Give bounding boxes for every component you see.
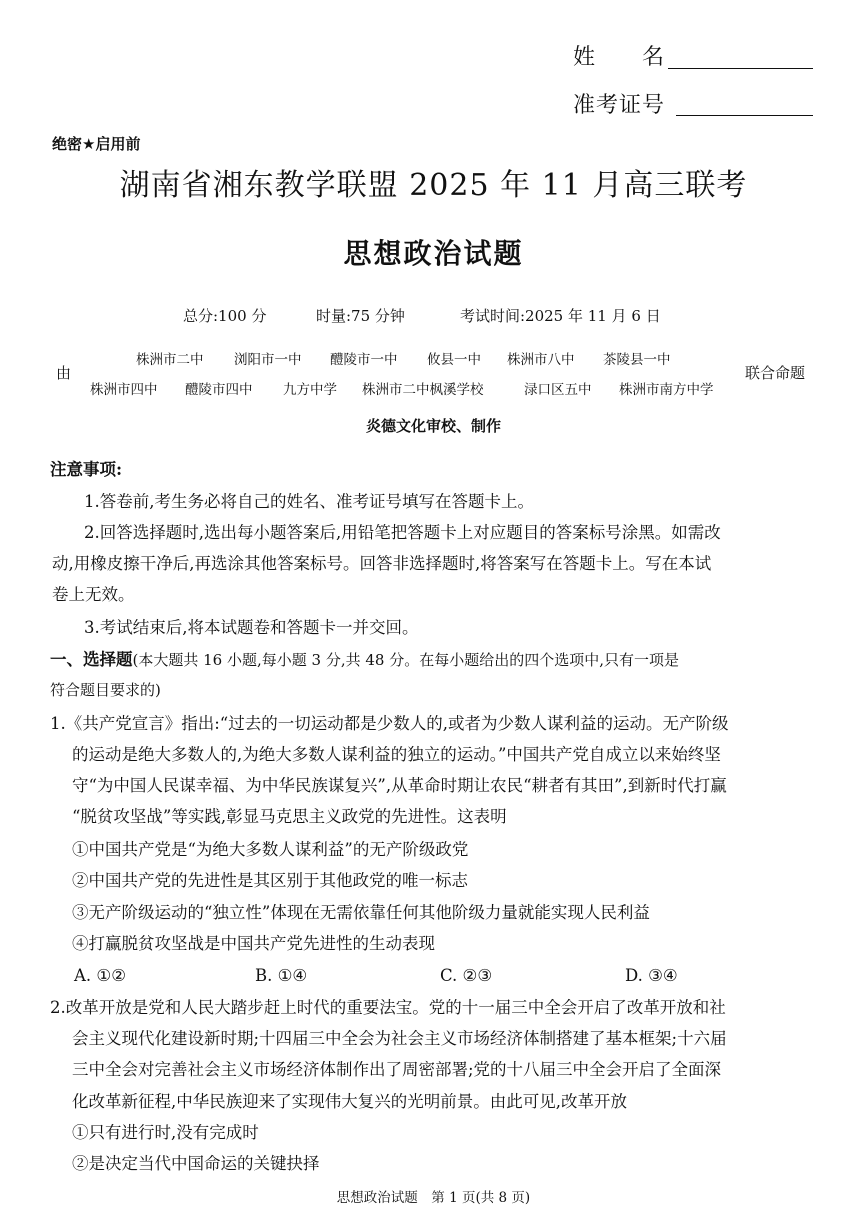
name-label: 姓 名: [573, 45, 666, 70]
page-footer: 思想政治试题 第 1 页(共 8 页): [336, 1190, 531, 1206]
q1-statement: ①中国共产党是“为绝大多数人谋利益”的无产阶级政党: [72, 840, 469, 859]
school-item: 浏阳市一中: [234, 352, 302, 368]
secret-mark: 绝密★启用前: [52, 135, 141, 153]
q2-statement: ②是决定当代中国命运的关键抉择: [72, 1154, 320, 1173]
school-item: 渌口区五中: [524, 382, 592, 398]
school-item: 株洲市四中: [90, 382, 158, 398]
section-desc-cont: 符合题目要求的): [50, 681, 161, 699]
subject-title: 思想政治试题: [343, 237, 524, 270]
q2-stem: 2.改革开放是党和人民大踏步赶上时代的重要法宝。党的十一届三中全会开启了改革开放和社: [50, 998, 726, 1017]
section-title: 一、选择题: [50, 650, 133, 669]
q1-statement: ④打赢脱贫攻坚战是中国共产党先进性的生动表现: [72, 934, 435, 953]
q1-stem: 1.《共产党宣言》指出:“过去的一切运动都是少数人的,或者为少数人谋利益的运动。无产阶级: [50, 714, 729, 733]
id-blank: [676, 115, 813, 116]
q2-stem: 会主义现代化建设新时期;十四届三中全会为社会主义市场经济体制搭建了基本框架;十六届: [72, 1029, 727, 1048]
exam-duration: 时量:75 分钟: [316, 307, 405, 325]
school-item: 株洲市二中枫溪学校: [362, 382, 484, 398]
q1-statement: ②中国共产党的先进性是其区别于其他政党的唯一标志: [72, 871, 468, 890]
notice-item: 3.考试结束后,将本试题卷和答题卡一并交回。: [84, 618, 419, 637]
q2-stem: 化改革新征程,中华民族迎来了实现伟大复兴的光明前景。由此可见,改革开放: [72, 1092, 627, 1111]
maker-line: 炎德文化审校、制作: [365, 417, 501, 435]
section-heading: [50, 645, 679, 675]
q1-stem: 守“为中国人民谋幸福、为中华民族谋复兴”,从革命时期让农民“耕者有其田”,到新时代打赢: [72, 776, 727, 795]
school-item: 株洲市南方中学: [619, 382, 714, 398]
q2-statement: ①只有进行时,没有完成时: [72, 1123, 259, 1142]
notice-item: 2.回答选择题时,选出每小题答案后,用铅笔把答题卡上对应题目的答案标号涂黑。如需改: [84, 523, 721, 542]
notice-item: 卷上无效。: [52, 585, 135, 604]
notice-item: 1.答卷前,考生务必将自己的姓名、准考证号填写在答题卡上。: [84, 492, 534, 511]
q1-statement: ③无产阶级运动的“独立性”体现在无需依靠任何其他阶级力量就能实现人民利益: [72, 903, 650, 922]
school-item: 醴陵市一中: [330, 352, 398, 368]
notice-item: 动,用橡皮擦干净后,再选涂其他答案标号。回答非选择题时,将答案写在答题卡上。写在本试: [52, 554, 712, 573]
q1-option-b[interactable]: B. ①④: [255, 966, 308, 985]
school-item: 醴陵市四中: [185, 382, 253, 398]
id-label: 准考证号: [573, 93, 666, 118]
notice-heading: 注意事项:: [50, 460, 123, 479]
school-item: 九方中学: [283, 382, 337, 398]
section-desc: (本大题共 16 小题,每小题 3 分,共 48 分。在每小题给出的四个选项中,只有一项是: [132, 651, 679, 669]
school-item: 株洲市八中: [507, 352, 575, 368]
q2-stem: 三中全会对完善社会主义市场经济体制作出了周密部署;党的十八届三中全会开启了全面深: [72, 1060, 722, 1079]
schools-prefix: 由: [56, 364, 72, 382]
q1-stem: 的运动是绝大多数人的,为绝大多数人谋利益的独立的运动。”中国共产党自成立以来始终坚: [72, 745, 721, 764]
school-item: 攸县一中: [427, 352, 481, 368]
school-item: 株洲市二中: [136, 352, 204, 368]
q1-option-c[interactable]: C. ②③: [440, 966, 493, 985]
q1-option-a[interactable]: A. ①②: [74, 966, 126, 985]
school-item: 茶陵县一中: [603, 352, 671, 368]
total-score: 总分:100 分: [183, 307, 267, 325]
name-blank: [668, 68, 813, 69]
schools-suffix: 联合命题: [745, 364, 806, 382]
q1-stem: “脱贫攻坚战”等实践,彰显马克思主义政党的先进性。这表明: [72, 807, 507, 826]
q1-option-d[interactable]: D. ③④: [625, 966, 678, 985]
exam-date: 考试时间:2025 年 11 月 6 日: [460, 307, 661, 325]
exam-title: 湖南省湘东教学联盟 2025 年 11 月高三联考: [119, 168, 748, 203]
